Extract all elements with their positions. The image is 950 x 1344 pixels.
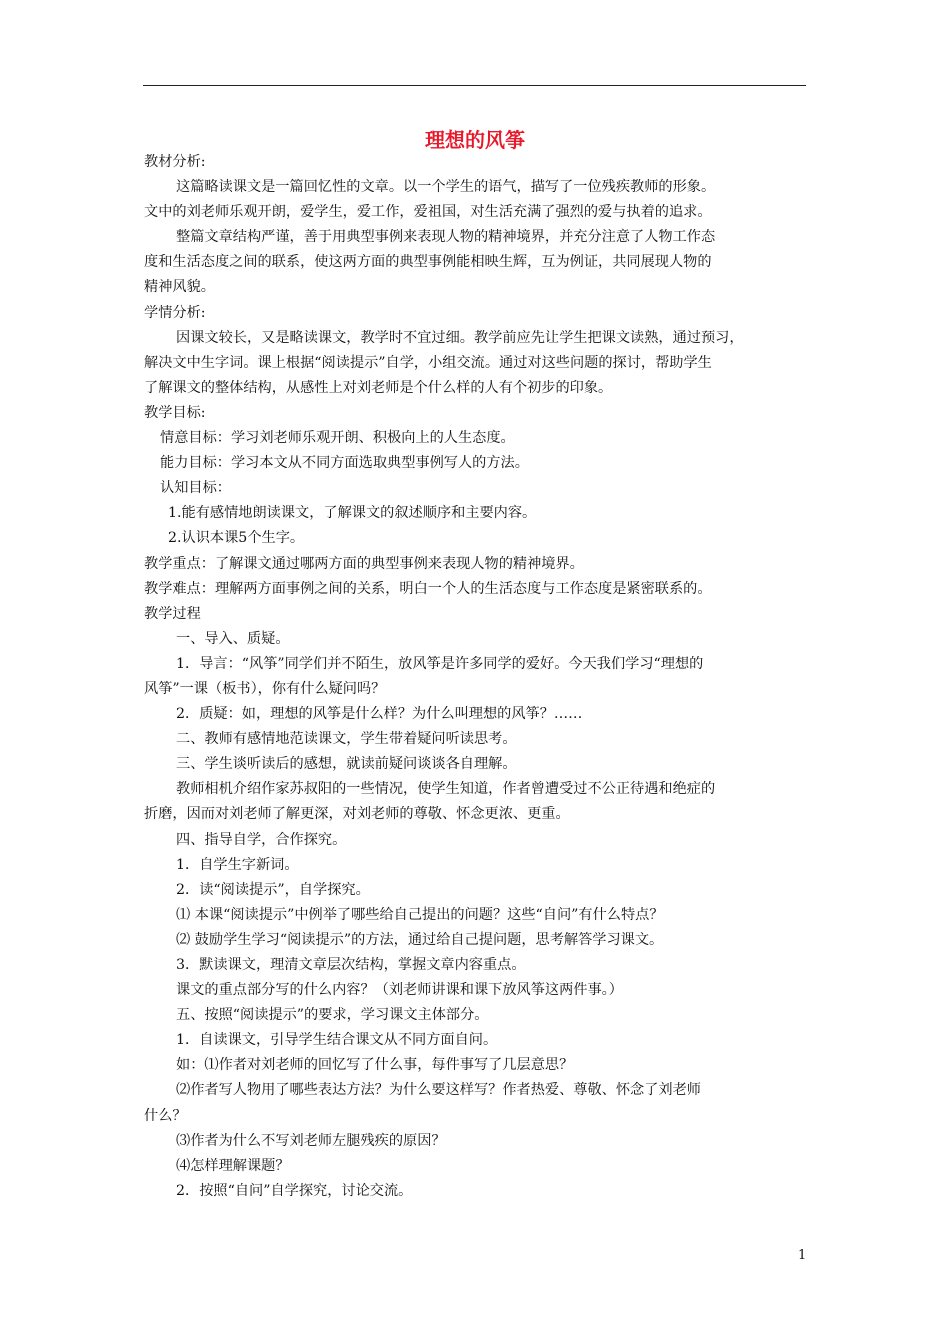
text-line: 五、按照“阅读提示”的要求，学习课文主体部分。	[176, 1007, 489, 1024]
text-line: 2．按照“自问”自学探究，讨论交流。	[176, 1182, 413, 1199]
text-line: 度和生活态度之间的联系，使这两方面的典型事例能相映生辉，互为例证，共同展现人物的	[144, 254, 712, 271]
text-line: ⑵ 鼓励学生学习“阅读提示”的方法，通过给自己提问题，思考解答学习课文。	[176, 931, 664, 948]
text-line: 教师相机介绍作家苏叔阳的一些情况，使学生知道，作者曾遭受过不公正待遇和绝症的	[176, 781, 716, 798]
text-line: 教学重点：了解课文通过哪两方面的典型事例来表现人物的精神境界。	[144, 555, 584, 572]
text-line: 1．自学生字新词。	[176, 856, 299, 873]
header-rule	[143, 85, 806, 86]
text-line: 了解课文的整体结构，从感性上对刘老师是个什么样的人有个初步的印象。	[144, 379, 613, 396]
text-line: 教学目标:	[144, 404, 206, 421]
text-line: 因课文较长，又是略读课文，教学时不宜过细。教学前应先让学生把课文读熟，通过预习，	[176, 329, 744, 346]
text-line: 解决文中生字词。课上根据“阅读提示”自学，小组交流。通过对这些问题的探讨，帮助学生	[144, 354, 712, 371]
text-line: 2．质疑：如，理想的风筝是什么样？为什么叫理想的风筝？……	[176, 706, 583, 723]
text-line: 精神风貌。	[144, 279, 215, 296]
text-line: 2．读“阅读提示”，自学探究。	[176, 881, 370, 898]
text-line: 1.能有感情地朗读课文，了解课文的叙述顺序和主要内容。	[168, 505, 537, 522]
text-line: 学情分析:	[144, 304, 206, 321]
text-line: 情意目标：学习刘老师乐观开朗、积极向上的人生态度。	[160, 430, 515, 447]
text-line: 教学过程	[144, 605, 201, 622]
text-line: 2.认识本课5个生字。	[168, 530, 305, 547]
text-line: 1．导言：“风筝”同学们并不陌生，放风筝是许多同学的爱好。今天我们学习“理想的	[176, 655, 704, 672]
text-line: 如：⑴作者对刘老师的回忆写了什么事，每件事写了几层意思？	[176, 1057, 574, 1074]
text-line: 教材分析:	[144, 154, 206, 170]
text-line: 文中的刘老师乐观开朗，爱学生，爱工作，爱祖国，对生活充满了强烈的爱与执着的追求。	[144, 204, 712, 221]
text-line: 什么？	[144, 1107, 187, 1124]
text-line: 二、教师有感情地范读课文，学生带着疑问听读思考。	[176, 731, 517, 748]
document-body	[144, 150, 810, 1204]
text-line: 四、指导自学，合作探究。	[176, 831, 347, 848]
text-line: ⑶作者为什么不写刘老师左腿残疾的原因？	[176, 1132, 446, 1149]
text-line: 三、学生谈听读后的感想，就读前疑问谈谈各自理解。	[176, 756, 517, 773]
text-line: 折磨，因而对刘老师了解更深，对刘老师的尊敬、怀念更浓、更重。	[144, 806, 570, 823]
document-title: 理想的风筝	[425, 128, 525, 152]
text-line: 风筝”一课（板书），你有什么疑问吗？	[144, 680, 386, 697]
text-line: 这篇略读课文是一篇回忆性的文章。以一个学生的语气，描写了一位残疾教师的形象。	[176, 179, 716, 196]
text-line: 教学难点：理解两方面事例之间的关系，明白一个人的生活态度与工作态度是紧密联系的。	[144, 580, 712, 597]
text-line: 1．自读课文，引导学生结合课文从不同方面自问。	[176, 1032, 498, 1049]
text-line: ⑴ 本课“阅读提示”中例举了哪些给自己提出的问题？这些“自问”有什么特点？	[176, 906, 664, 923]
text-line: 整篇文章结构严谨，善于用典型事例来表现人物的精神境界，并充分注意了人物工作态	[176, 229, 716, 246]
text-line: ⑷怎样理解课题？	[176, 1157, 290, 1174]
text-line: 一、导入、质疑。	[176, 630, 290, 647]
text-line: 3．默读课文，理清文章层次结构，掌握文章内容重点。	[176, 957, 526, 973]
text-line: 认知目标：	[160, 480, 231, 497]
page-number: 1	[798, 1248, 807, 1263]
text-line: 能力目标：学习本文从不同方面选取典型事例写人的方法。	[160, 455, 529, 472]
text-line: ⑵作者写人物用了哪些表达方法？为什么要这样写？作者热爱、尊敬、怀念了刘老师	[176, 1082, 701, 1099]
text-line: 课文的重点部分写的什么内容？（刘老师讲课和课下放风筝这两件事。）	[176, 982, 623, 999]
